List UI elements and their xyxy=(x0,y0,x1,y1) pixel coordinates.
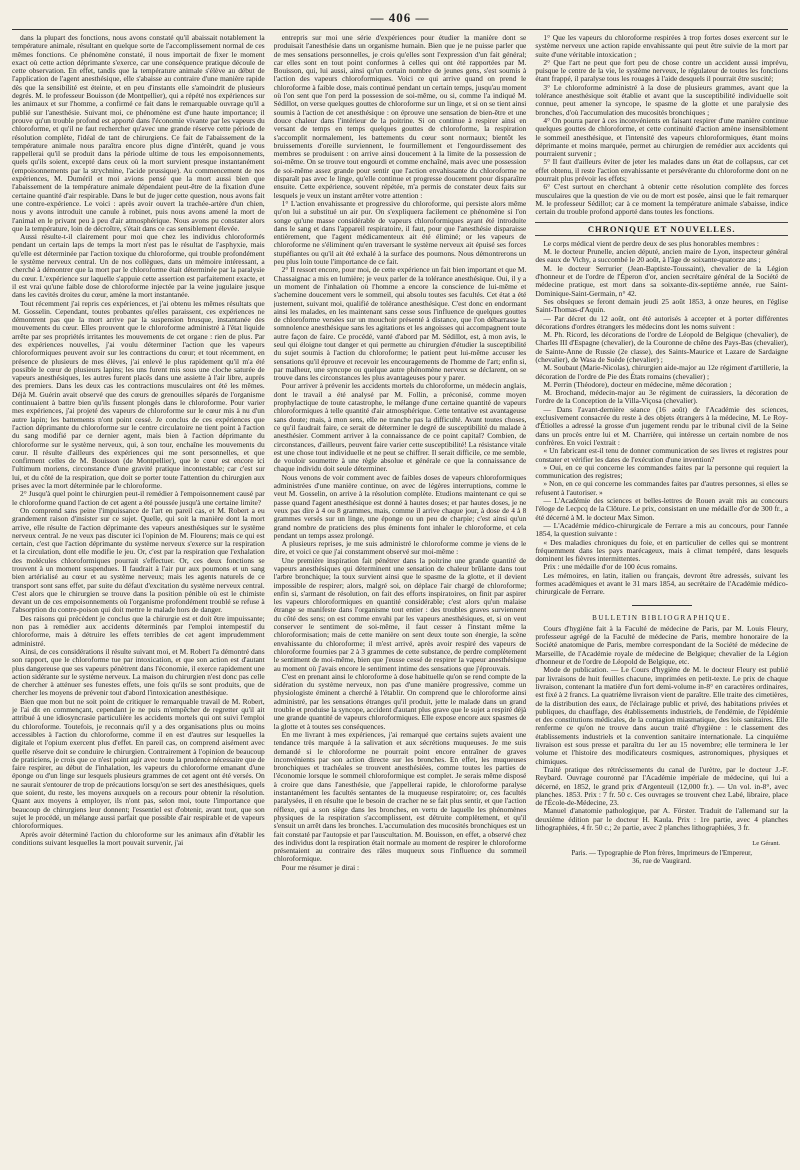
chronique-body xyxy=(535,240,788,597)
news-item: M. le docteur Prunelle, ancien député, ancien maire de Lyon, inspecteur général des eaux de Vichy, a succombé le 20 août, à l'âge de soixante-quatorze ans ; xyxy=(535,247,788,265)
summary-point: 5° Il faut d'ailleurs éviter de jeter les malades dans un état de collapsus, car cet effet obtenu, il reste l'action envahissante et persévérante du chloroforme dont on ne pourrait plus prévoir les effets; xyxy=(535,157,788,184)
columns xyxy=(12,34,788,1152)
article-paragraph: Nous venons de voir comment avec de faibles doses de vapeurs chloroformiques administrées d'une manière continue, on avec de légères interruptions, comme le veut M. Gosselin, on arrive à la résolution complète. Etudions maintenant ce qui se passe quand l'agent anesthésique est donné à hautes doses; et par hautes doses, je ne veux pas dire à 4 ou 8 grammes, mais, comme il arrive chaque jour, à dose de 4 à 8 grammes versés sur un linge, une éponge ou un peu de charpie; c'est ainsi qu'un grand nombre de praticiens des plus éminents font inhaler le chloroforme, et cela pendant un temps assez prolongé. xyxy=(273,472,527,540)
news-item: Les mémoires, en latin, italien ou français, devront être adressés, suivant les formes académiques et avant le 31 mars 1854, au secrétaire de l'Académie médico-chirurgicale de Ferrare. xyxy=(535,570,788,597)
summary-point: 2° Que l'art ne peut que fort peu de chose contre un accident aussi imprévu, puisque le centre de la vie, le système nerveux, le régulateur de toutes les fonctions étant frappé, il paralyse tous les rouages à l'aide desquels il pourrait être suscité; xyxy=(535,57,788,84)
news-item: M. Soubaut (Marie-Nicolas), chirurgien aide-major au 12e régiment d'artillerie, la décoration de l'ordre de Pie des États romains (chevalier) ; xyxy=(535,363,788,381)
news-item: M. Brochand, médecin-major au 3e régiment de cuirassiers, la décoration de l'ordre de la Conception de la Villa-Viçosa (chevalier). xyxy=(535,388,788,406)
column-1 xyxy=(12,34,265,1152)
news-item: » Non, en ce qui concerne les commandes faites par d'autres personnes, si elles se refusent à l'autoriser. » xyxy=(535,479,788,497)
section-divider xyxy=(535,602,788,608)
bibliography-entry: Mode de publication. — Le Cours d'hygiène de M. le docteur Fleury est publié par livraisons de huit feuilles chacune, imprimées en petit-texte. Le prix de chaque livraison, contenant la matière d'un fort demi-volume in-8° en caractères ordinaires, est fixé à 2 francs. La quatrième livraison vient de paraître. Elle traite des cimetières, de la distribution des eaux, de l'éclairage public et privé, des habitations privées et publiques, du chauffage, des établissements industriels, de l'endémie, de l'épidémie et des constitutions médicales, de la contagion miasmatique, des lois sanitaires. Elle renferme ce qu'on ne trouve dans aucun traité d'hygiène : le classement des établissements industriels et la convention sanitaire internationale. La cinquième livraison est sous presse et paraîtra du 1er au 15 novembre; elle terminera le 1er volume et l'histoire des modificateurs cosmiques, astronomiques, physiques et chimiques. xyxy=(535,665,788,766)
gerant-signature: Le Gérant. xyxy=(752,840,781,848)
article-paragraph: 2° Jusqu'à quel point le chirurgien peut-il remédier à l'empoisonnement causé par le chloroforme quand l'action de cet agent a été poussée jusqu'à une certaine limite? xyxy=(12,489,265,507)
article-paragraph: Tout récemment j'ai repris ces expériences, et j'ai obtenu les mêmes résultats que M. Gosselin. Cependant, toutes probantes qu'elles paraissent, ces expériences ne démontrent pas que la mort arrive par la suspension brusque, instantanée des mouvements du cœur. Elles prouvent que le chloroforme administré à l'état liquide arrête par ses propriétés irritantes les mouvements de cet organe : rien de plus. Par des expériences nouvelles, j'ai voulu déterminer l'action que les vapeurs chloroformiques peuvent avoir sur les contractions du cœur; et tout récemment, en présence de plusieurs de mes élèves, j'ai enlevé le plus rapidement qu'il m'a été possible le cœur de plusieurs lapins; les uns furent mis sous une cloche saturée de vapeurs anesthésiques, les autres furent placés dans une assiette à l'air libre, auprès des premiers. Dans les deux cas les contractions musculaires ont été les mêmes. Déjà M. Guérin avait observé que des cœurs de grenouilles séparés de l'organisme continuaient à battre bien qu'ils fussent plongés dans le chloroforme. Pour varier mes expériences, j'ai projeté des vapeurs de chloroforme sur le cœur mis à nu d'un autre lapin; les battements n'ont point cessé. Je conclus de ces expériences que l'action déprimante du chloroforme sur le centre circulatoire ne tient point à l'action du sang modifié par ce dernier agent, mais bien à l'action déprimante du chloroforme sur le système nerveux, qui, à son tour, enchaîne les mouvements du cœur. Il résulte d'ailleurs des expériences qui me sont personnelles, et que confirment celles de M. Bouisson (de Montpellier), que le cœur est encore ici l'ultimum moriens, circonstance d'une gravité pratique incontestable; car c'est sur lui, et du côté de la respiration, que doit se porter toute l'attention du chirurgien aux prises avec la mort déterminée par le chloroforme. xyxy=(12,298,265,491)
chronique-heading: CHRONIQUE ET NOUVELLES. xyxy=(535,222,788,236)
summary-point: 4° On pourra parer à ces inconvénients en faisant respirer d'une manière continue quelques gouttes de chloroforme, et cette continuité d'action amène insensiblement le sommeil anesthésique, et l'intensité des vapeurs chloroformiques, étant moins déprimante et moins marquée, permet au chirurgien de remédier aux accidents qui pourraient survenir ; xyxy=(535,115,788,159)
article-paragraph: dans la plupart des fonctions, nous avons constaté qu'il abaissait notablement la température animale, résultant en quelque sorte de l'accomplissement normal de ces mêmes fonctions. Ce phénomène constaté, il nous importait de fixer le moment exact où cette action déprimante s'exerce, car une conséquence pratique découle de cette observation. En effet, tandis que la température animale s'élève au début de l'application de l'agent anesthésique, elle s'abaisse au contraire d'une manière rapide dès que la sensibilité est éteinte, et en peu d'instants elle s'amoindrit de plusieurs degrés. M. le professeur Bouisson (de Montpellier), qui a répété nos expériences sur les animaux et sur l'homme, a confirmé ce fait dans le remarquable ouvrage qu'il a publié sur l'anesthésie. Suivant moi, ce phénomène est d'une haute importance; il prouve qu'un trouble profond est apporté dans l'économie vivante par les vapeurs du chloroforme, et qu'il ne faut rechercher qu'avec une grande réserve cette période de résolution complète, l'idéal de tant de chirurgiens. Ce fait de l'abaissement de la température animale nous paraîtra encore plus digne d'intérêt, quand je vous rappellerai qu'il se produit dans la période ultime de tous les empoisonnements, quels qu'ils soient, excepté dans ceux où la mort survient presque instantanément (empoisonnements par la strychnine, l'acide prussique). Au commencement de nos expériences, M. Duméril et moi avions pensé que la mort aussi bien que l'abaissement de la température animale dépendaient peut-être de la fixation d'une certaine quantité d'air respirable. Dans le but de juger cette question, nous avons fait une contre-expérience. Le voici : après avoir ouvert la trachée-artère d'un chien, nous y avons introduit une canule à robinet, puis nous avons amené la mort de l'animal en le privant peu à peu d'air atmosphérique. Nous avons pu constater alors que la température, loin de décroître, s'était dans ce cas sensiblement élevée. xyxy=(12,34,265,233)
column-2 xyxy=(274,34,527,1152)
article-paragraph: Pour me résumer je dirai : xyxy=(281,862,360,872)
printer-address: 36, rue de Vaugirard. xyxy=(632,856,692,865)
bulletin-body xyxy=(535,625,788,832)
news-item: Le corps médical vient de perdre deux de ses plus honorables membres : xyxy=(543,238,759,248)
article-paragraph: 2° Il ressort encore, pour moi, de cette expérience un fait bien important et que M. Chassaignac a mis en lumière; je veux parler de la tolérance anesthésique. Oui, il y a un moment de l'inhalation où l'homme a encore la conscience de lui-même et s'achemine doucement vers le sommeil, qui absolu toutes ses facultés. Cet état a été justement, suivant moi, qualifié de tolérance anesthésique. C'est donc en endormant ainsi les malades, en les maintenant sans cesse sous l'influence de quelques gouttes de chloroforme versées sur un mouchoir présenté à distance, que l'on débarrasse la somnolence anesthésique sans les agitations et les angoisses qui accompagnent toute autre façon de faire. Ce procédé, vanté d'abord par M. Sédillot, est, à mon avis, le seul qui éloigne tout danger et qui permette au chirurgien d'étudier la susceptibilité du sujet soumis à l'action du chloroforme; le patient peut lui-même accuser les sensations qu'il éprouve et recevoir les encouragements de l'homme de l'art; enfin si, par malheur, une syncope ou quelque autre phénomène nerveux se déclarent, on se trouve dans les circonstances les plus avantageuses pour y parer. xyxy=(273,265,527,383)
column-3 xyxy=(535,34,788,1152)
article-paragraph: Après avoir déterminé l'action du chloroforme sur les animaux afin d'établir les conditions suivant lesquelles la mort pouvait survenir, j'ai xyxy=(12,829,265,847)
printer-line: Paris. — Typographie de Plon frères, Imprimeurs de l'Empereur, xyxy=(571,848,752,857)
news-item: — Par décret du 12 août, ont été autorisés à accepter et à porter différentes décorations d'ordres étrangers les médecins dont les noms suivent : xyxy=(535,313,788,331)
news-item: « Un fabricant est-il tenu de donner communication de ses livres et registres pour constater et vérifier les dates de l'exécution d'une invention? xyxy=(535,446,788,464)
article-paragraph: A plusieurs reprises, je me suis administré le chloroforme comme je viens de le dire, et voici ce que j'ai constamment observé sur moi-même : xyxy=(273,539,527,557)
article-paragraph: Des raisons qui précèdent je conclus que la chirurgie est et doit être impuissante; non pas à remédier aux accidents déterminés par l'emploi intempestif du chloroforme, mais à détruire les effets terribles de cet agent imprudemment administré. xyxy=(12,613,265,648)
bibliography-entry: Cours d'hygiène fait à la Faculté de médecine de Paris, par M. Louis Fleury, professeur agrégé de la Faculté de médecine de Paris, membre honoraire de la Société anatomique de Paris, membre correspondant de la Société de médecine de Marseille, de l'Académie royale de médecine de Belgique; chevalier de la Légion d'honneur et de l'ordre de Léopold de Belgique, etc. xyxy=(535,623,788,667)
bibliography-entry: Traité pratique des rétrécissements du canal de l'urètre, par le docteur J.-F. Reybard. Ouvrage couronné par l'Académie impériale de médecine, qui lui a décerné, en 1852, le grand prix d'Argenteuil (12,000 fr.). — Un vol. in-8°, avec planches. 1853. Prix : 7 fr. 50 c. Ces ouvrages se trouvent chez Labé, libraire, place de l'École-de-Médecine, 23. xyxy=(535,764,788,808)
news-item: — L'Académie des sciences et belles-lettres de Rouen avait mis au concours l'éloge de Lecpcq de la Clôture. Le prix, consistant en une médaille d'or de 300 fr., a été décerné à M. le docteur Max Simon. xyxy=(535,496,788,522)
news-item: — L'Académie médico-chirurgicale de Ferrare a mis au concours, pour l'année 1854, la question suivante : xyxy=(535,520,788,539)
article-paragraph: Ainsi, de ces considérations il résulte suivant moi, et M. Robert l'a démontré dans son rapport, que le chloroforme tue par intoxication, et que son action est d'autant plus dangereuse que ses vapeurs pénètrent dans l'économie, il exerce rapidement une action sidérante sur le système nerveux. La maison du chirurgien n'est donc pas celle de chercher à atténuer ses funestes effets, une fois qu'ils se sont produits, que de chercher les moyens de prévenir tout d'abord l'intoxication anesthésique. xyxy=(12,646,265,698)
summary-point: 6° C'est surtout en cherchant à obtenir cette résolution complète des forces musculaires que la question de vie ou de mort est posée, ainsi que le fait remarquer M. le professeur Sédillot; car à ce moment la température animale s'abaisse, indice certain du trouble profond apporté dans toutes les fonctions. xyxy=(535,182,788,217)
article-paragraph: Une première inspiration fait pénétrer dans la poitrine une grande quantité de vapeurs anesthésiques qui déterminent une sensation de chaleur brûlante dans tout l'arbre bronchique; la toux survient ainsi que le spasme de la glotte, et il devient impossible de respirer; alors, malgré soi, on déplace l'air chargé de chloroforme; enfin si, s'armant de résolution, on fait des efforts inspiratoires, on finit par aspirer les vapeurs chloroformiques en quantité considérable; c'est alors qu'un malaise étrange se manifeste dans l'organisme tout entier : des troubles graves surviennent du côté des sens; on est comme envahi par les vapeurs anesthésiques, et, si on veut conserver le sentiment de soi-même, il faut cesser à l'instant même la chloroformisation; mais de cette manière on sent deux toute son énergie, la scène envahissante du chloroforme; il m'est arrivé, après avoir respiré des vapeurs de chloroforme fournies par 2 à 3 grammes de cette substance, de perdre complètement le sentiment de moi-même, bien que j'eusse cessé de respirer la vapeur anesthésique au moment où j'avais encore le sentiment intime des sensations que j'éprouvais. xyxy=(273,555,527,673)
summary-point: 3° Le chloroforme administré à la dose de plusieurs grammes, avant que la tolérance anesthésique soit établie et avant que la susceptibilité individuelle soit connue, peut amener la syncope, le spasme de la glotte et une paralysie des bronches, d'où l'accumulation des mucosités bronchiques ; xyxy=(535,82,788,117)
article-paragraph: entrepris sur moi une série d'expériences pour étudier la manière dont se produisait l'anesthésie dans un organisme humain. Bien que je ne puisse parler que de mes sensations personnelles, je crois qu'elles sont l'expression d'un fait général; car elles sont en tout point conformes à celles qui ont été rapportées par M. Bouisson, qui, lui aussi, ainsi qu'un certain nombre de jeunes gens, s'est soumis à l'action des vapeurs chloroformiques. Voici ce qui arrive quand on prend le chloroforme à faible dose, mais continué pendant un certain temps, jusqu'au moment où l'on sent que l'on perd la possession de soi-même, ou si, comme l'a indiqué M. Sédillot, on verse quelques gouttes de chloroforme sur un linge, et si on se tient ainsi soumis à l'action de cet anesthésique : on éprouve une sensation de bien-être et une douce chaleur dans l'intérieur de la poitrine. Si on continue à respirer ainsi en versant de temps en temps quelques gouttes de chloroforme, la respiration s'accomplit normalement, les battements du cœur sont normaux; bientôt les bruissements d'oreille surviennent, le fourmillement et l'engourdissement des membres se produisent : on arrive ainsi doucement à la limite de la possession de soi-même. On se trouve tout engourdi et comme enchaîné, mais avec une possession de soi-même assez grande pour sentir que l'action envahissante du chloroforme ne disparaît pas avec le linge, qu'elle continue et progresse doucement pour disparaître ensuite. Cette expérience, souvent répétée, m'a permis de constater deux faits sur lesquels je veux un instant arrêter votre attention : xyxy=(273,34,527,200)
article-paragraph: On comprend sans peine l'impuissance de l'art en pareil cas, et M. Robert a eu grandement raison d'insister sur ce sujet. Quelle, qui soit la manière dont la mort arrive, elle résulte de l'action déprimante des vapeurs anesthésiques sur le système nerveux central. Je ne veux pas discuter ici l'opinion de M. Flourens; mais ce qui est certain, c'est que l'action déprimante du système nerveux s'exerce sur la respiration et la circulation, dont elle modifie le jeu. Or, c'est par la respiration que l'exhalation des molécules chloroformiques pourrait s'effectuer. Or, ces deux fonctions se trouvent à un moment suspendues. Il faudrait à l'air pur aux poumons et un sang bien artérialisé au cœur et au système nerveux; mais les agents naturels de ce transport sont sans effet, par suite du défaut d'excitation du système nerveux central. C'est alors que le chirurgien se trouve dans la position pénible où est le chimiste devant un de ces empoisonnements où l'organisme profondément troublé se refuse à l'absorption du contre-poison qui doit mettre le malade hors de danger. xyxy=(12,505,265,615)
article-paragraph: Aussi résulte-t-il clairement pour moi que chez les individus chloroformés pendant un certain laps de temps la mort n'est pas le résultat de l'asphyxie, mais qu'elle est déterminée par l'action toxique du chloroforme, qui trouble profondément le système nerveux central. Un de nos collègues, dans un mémoire intéressant, a cherché à démontrer que la mort par le chloroforme était déterminée par la paralysie du cœur. L'expérience sur laquelle s'appuie cette assertion est parfaitement exacte, et il est vrai qu'une faible dose de chloroforme injectée par la veine jugulaire jusque dans les cavités droites du cœur, amène la mort instantanée. xyxy=(12,232,265,300)
article-paragraph: 1° L'action envahissante et progressive du chloroforme, qui persiste alors même qu'on lui a substitué un air pur. On s'expliquera facilement ce phénomène si l'on songe qu'une masse considérable de vapeurs chloroformiques ayant été introduite dans le sang et dans l'appareil respiratoire, il faut, pour que l'anesthésie disparaisse entièrement, que l'agent médicamenteux ait été éliminé; or les vapeurs de chloroforme ne s'éliminent qu'en traversant le système nerveux ait épuisé ses forces stupéfiantes ou qu'il ait été exhalé à la surface des poumons. Nous démontrerons un peu plus loin toute l'importance de ce fait. xyxy=(273,198,527,267)
news-item: — Dans l'avant-dernière séance (16 août) de l'Académie des sciences, exclusivement consacrée du reste à des objets étrangers à la médecine, M. Le Roy-d'Étiolles a adressé la grosse d'un jugement rendu par le tribunal civil de la Seine dans un procès entre lui et M. Charrière, qui intéresse un certain nombre de nos confrères. En voici l'extrait : xyxy=(535,404,788,447)
news-item: M. Ph. Ricord, les décorations de l'ordre de Léopold de Belgique (chevalier), de Charles III d'Espagne (chevalier), de la Couronne de chêne des Pays-Bas (chevalier), de Sainte-Anne de Russie (2e classe), des Saints-Maurice et Lazare de Sardaigne (chevalier), de Wasa de Suède (chevalier) ; xyxy=(535,330,788,364)
news-item: M. le docteur Serrurier (Jean-Baptiste-Toussaint), chevalier de la Légion d'honneur et de l'ordre de l'Éperon d'or, ancien secrétaire général de la Société de médecine pratique, est mort dans sa soixante-dix-septième année, rue Saint-Dominique-Saint-Germain, n° 42. xyxy=(535,263,788,298)
news-item: Ses obsèques se feront demain jeudi 25 août 1853, à onze heures, en l'église Saint-Thomas-d'Aquin. xyxy=(535,296,788,315)
summary-point: 1° Que les vapeurs du chloroforme respirées à trop fortes doses exercent sur le système nerveux une action rapide envahissante qui peut être suivie de la mort par suite d'une véritable intoxication ; xyxy=(535,34,788,59)
summary-points xyxy=(535,34,788,217)
news-item: Prix : une médaille d'or de 100 écus romains. xyxy=(543,562,678,572)
imprint xyxy=(535,840,788,865)
news-item: » Oui, en ce qui concerne les commandes faites par la personne qui requiert la communication des registres; xyxy=(535,462,788,481)
page-number: — 406 — xyxy=(370,10,430,25)
bulletin-heading: BULLETIN BIBLIOGRAPHIQUE. xyxy=(592,613,732,622)
header-rule xyxy=(12,29,788,30)
article-paragraph: Pour arriver à prévenir les accidents mortels du chloroforme, un médecin anglais, dont le travail a été analysé par M. Follin, a préconisé, comme moyen prophylactique de toute catastrophe, le mélange d'une certaine quantité de vapeurs chloroformiques à telle quantité d'air atmosphérique. Cette tentative est avantageuse sans doute; mais, à mon sens, elle ne tranche pas la difficulté. Avant toutes choses, ce qu'il faudrait faire, ce serait de déterminer le degré de susceptibilité du malade à anesthésier. Comment arriver à la connaissance de ce point capital? Combien, de circonstances, d'ailleurs, peuvent faire varier cette susceptibilité! La résistance vitale est une chose tout individuelle et ne peut se chiffrer. Il serait difficile, ce me semble, de vouloir soumettre à une règle absolue et générale ce que la connaissance de chaque individu doit seule déterminer. xyxy=(273,381,527,474)
news-item: « Des maladies chroniques du foie, et en particulier de celles qui se montrent fréquemment dans les pays marécageux, mais à climat tempéré, dans lesquels dominent les fièvres intermittentes. xyxy=(535,537,788,564)
article-paragraph: Bien que mon but ne soit point de critiquer le remarquable travail de M. Robert, je l'ai dit en commençant, cependant je ne puis m'empêcher de regretter qu'il ait attribué à une idiosyncrasie particulière les accidents mortels qui ont suivi l'emploi du chloroforme. Toutefois, je reconnais qu'il y a des organisations plus ou moins accessibles à l'action du chloroforme, comme il en est d'autres sur lesquelles la digitale et l'opium exercent plus d'effet. En pareil cas, on comprend aisément avec quelle réserve doit se conduire le chirurgien. Contrairement à l'opinion de beaucoup de praticiens, je crois que ce n'est point agir avec toute la prudence nécessaire que de faire respirer, au début de l'inhalation, les vapeurs du chloroforme emanant d'une éponge ou d'un linge sur lesquels plusieurs grammes de cet agent ont été versés. On ne saurait s'entourer de trop de précautions lorsqu'on se sert des anesthésiques, quels que soient, du reste, les moyens auxquels on a recours pour obtenir la résolution. Quant aux moyens à employer, ils n'ont pas, selon moi, toute l'importance que beaucoup de chirurgiens leur donnent; l'essentiel est d'obtenir, avant tout, que son sujet le procédé, un mélange aussi parfait que possible d'air respirable et de vapeurs chloroformiques. xyxy=(12,696,265,831)
article-paragraph: C'est en prenant ainsi le chloroforme à dose habituelle qu'on se rend compte de la sidération du système nerveux, non pas d'une manière progressive, comme un physiologiste éminent a cherché à l'établir. On comprend que le chloroforme ainsi administré, par les sensations étranges qu'il produit, jette le malade dans un grand trouble et produise la syncope, accident d'autant plus grave que le sujet a respiré déjà une grande quantité de vapeurs chloroformiques. Elle expose encore aux spasmes de la glotte et à toutes ses conséquences. xyxy=(273,671,527,731)
article-paragraph: En me livrant à mes expériences, j'ai remarqué que certains sujets avaient une tendance très marquée à la salivation et aux sécrétions muqueuses. Je me suis demandé si le chloroforme ne pourrait point encore entraîner de graves inconvénients par son action directe sur les bronches. En effet, les muqueuses bronchiques et trachéales se trouvent anesthésiées, comme toutes les parties de l'économie lorsque le sommeil chloroformique est complet. Je serais même disposé à croire que dans l'anesthésie, que j'appellerai rapide, le chloroforme paralyse instantanément les facultés sentantes de la muqueuse respiratoire; or, ces facultés paralysées, il en résulte que le besoin de cracher ne se fait plus sentir, et que l'action réflexe, qui a son siège dans les bronches, en vertu de laquelle les phénomènes physiques de la respiration s'accomplissent, est détruite complètement, et qu'il s'ensuit un arrêt dans les bronches. L'accumulation des mucosités bronchiques est un fait constaté par l'autopsie et par l'auscultation. M. Bouisson, en effet, a observé chez des individus dont la respiration était normale au moment de respirer le chloroforme présentaient au contraire des râles muqueux sous l'influence du sommeil chloroformique. xyxy=(273,729,527,864)
bibliography-entry: Manuel d'anatomie pathologique, par A. Förster. Traduit de l'allemand sur la deuxième édition par le docteur H. Kaula. Prix : 1re partie, avec 4 planches lithographiées, 4 fr. 50 c.; 2e partie, avec 2 planches lithographiées, 3 fr. xyxy=(535,806,788,833)
news-item: M. Perrin (Théodore), docteur en médecine, même décoration ; xyxy=(543,379,732,389)
